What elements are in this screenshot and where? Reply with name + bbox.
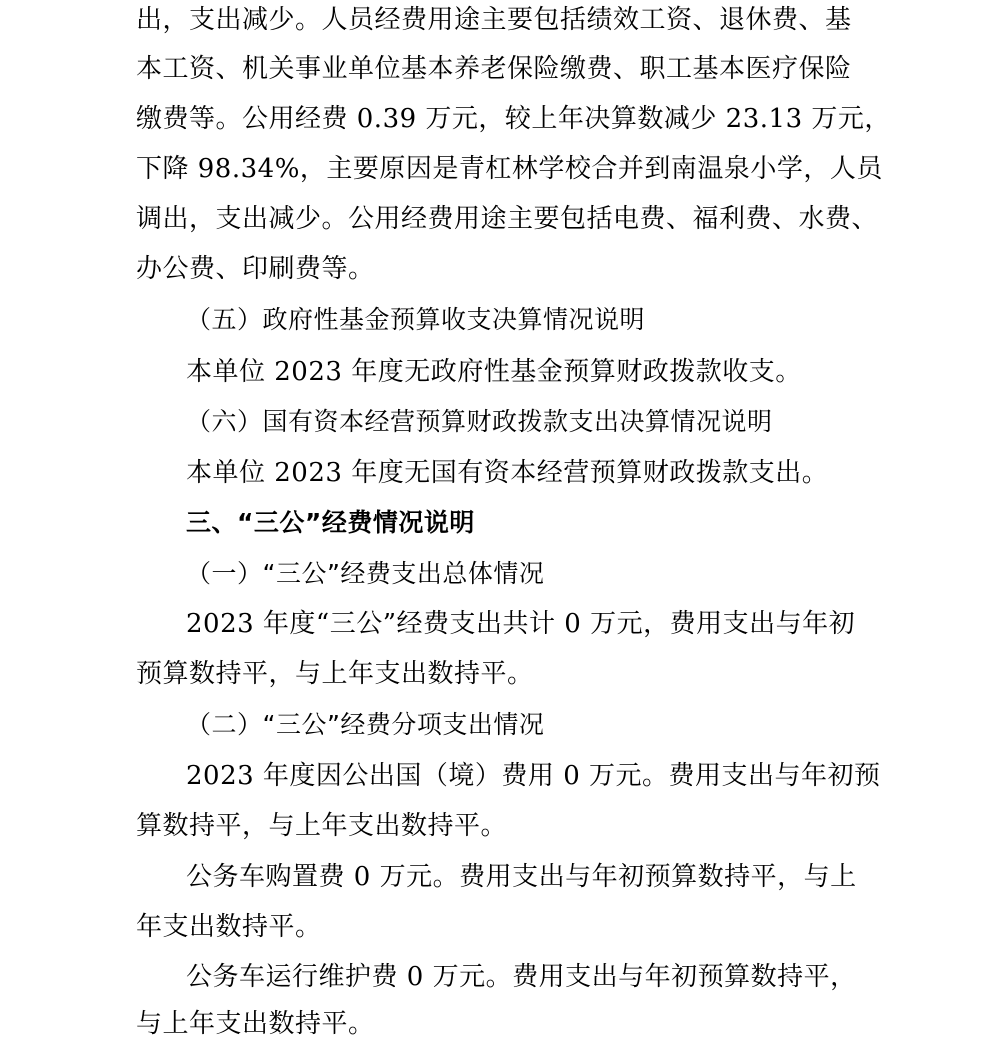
paragraph-line: 出，支出减少。人员经费用途主要包括绩效工资、退休费、基 bbox=[136, 5, 852, 35]
section-heading-5: （五）政府性基金预算收支决算情况说明 bbox=[186, 305, 646, 334]
paragraph-line: 本工资、机关事业单位基本养老保险缴费、职工基本医疗保险 bbox=[136, 54, 852, 84]
paragraph-line: 与上年支出数持平。 bbox=[136, 1009, 375, 1039]
section-heading-6: （六）国有资本经营预算财政拨款支出决算情况说明 bbox=[186, 407, 773, 436]
section-heading-1: （一）“三公”经费支出总体情况 bbox=[186, 559, 545, 588]
paragraph-line: 缴费等。公用经费 0.39 万元，较上年决算数减少 23.13 万元， bbox=[136, 104, 891, 134]
paragraph-line: 本单位 2023 年度无政府性基金预算财政拨款收支。 bbox=[186, 357, 802, 387]
chapter-heading-3: 三、“三公”经费情况说明 bbox=[186, 508, 475, 537]
section-heading-2: （二）“三公”经费分项支出情况 bbox=[186, 710, 545, 739]
paragraph-line: 公务车购置费 0 万元。费用支出与年初预算数持平，与上 bbox=[186, 862, 857, 892]
paragraph-line: 本单位 2023 年度无国有资本经营预算财政拨款支出。 bbox=[186, 458, 829, 488]
paragraph-line: 下降 98.34%，主要原因是青杠林学校合并到南温泉小学，人员 bbox=[136, 154, 883, 184]
paragraph-line: 2023 年度因公出国（境）费用 0 万元。费用支出与年初预 bbox=[186, 761, 881, 791]
paragraph-line: 公务车运行维护费 0 万元。费用支出与年初预算数持平， bbox=[186, 962, 857, 992]
paragraph-line: 办公费、印刷费等。 bbox=[136, 254, 375, 284]
paragraph-line: 年支出数持平。 bbox=[136, 912, 322, 942]
paragraph-line: 预算数持平，与上年支出数持平。 bbox=[136, 659, 534, 689]
paragraph-line: 调出，支出减少。公用经费用途主要包括电费、福利费、水费、 bbox=[136, 204, 879, 234]
paragraph-line: 2023 年度“三公”经费支出共计 0 万元，费用支出与年初 bbox=[186, 609, 856, 639]
paragraph-line: 算数持平，与上年支出数持平。 bbox=[136, 811, 508, 841]
